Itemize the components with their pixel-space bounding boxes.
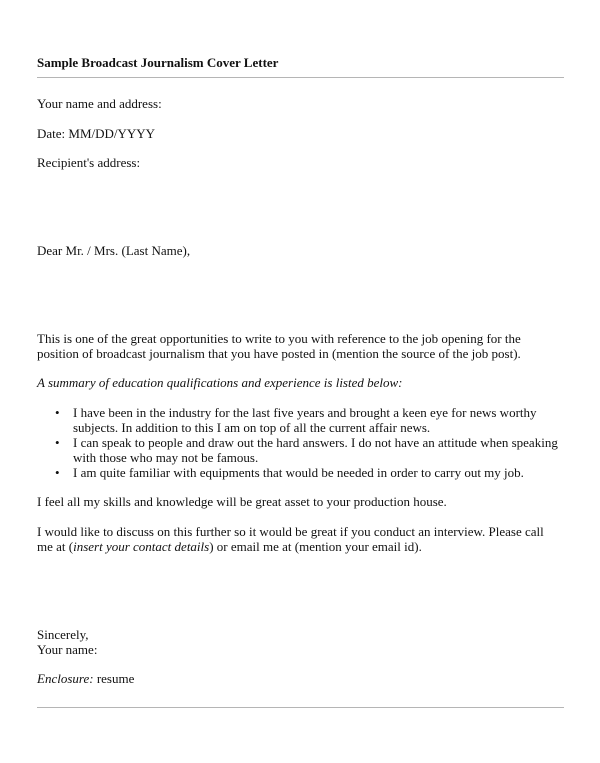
list-item (55, 435, 570, 465)
enclosure-value: resume (93, 671, 135, 686)
date-field: Date: MM/DD/YYYY (37, 126, 156, 141)
list-item-line-2: with those who may not be famous. (73, 450, 259, 465)
list-item-line-1: I have been in the industry for the last five years and brought a keen eye for news worthy (73, 405, 537, 420)
summary-heading: A summary of education qualifications and experience is listed below: (37, 375, 403, 390)
discuss-suffix: ) or email me at (mention your email id). (209, 539, 422, 554)
list-item-line-1: I can speak to people and draw out the hard answers. I do not have an attitude when speaking (73, 435, 558, 450)
list-item (55, 465, 570, 480)
intro-line-2: position of broadcast journalism that you have posted in (mention the source of the job post). (37, 346, 521, 361)
discuss-line-2 (37, 539, 422, 554)
closing-sincerely: Sincerely, (37, 627, 89, 642)
discuss-line-1: I would like to discuss on this further so it would be great if you conduct an interview. Please call (37, 524, 544, 539)
list-item-line-2: subjects. In addition to this I am on top of all the current affair news. (73, 420, 431, 435)
skills-paragraph: I feel all my skills and knowledge will be great asset to your production house. (37, 494, 447, 509)
top-divider (37, 77, 564, 78)
bottom-divider (37, 707, 564, 708)
intro-line-1: This is one of the great opportunities to write to you with reference to the job opening for the (37, 331, 521, 346)
document-title: Sample Broadcast Journalism Cover Letter (37, 55, 279, 70)
list-item (55, 405, 570, 435)
enclosure-line (37, 671, 134, 686)
recipient-address: Recipient's address: (37, 155, 141, 170)
bullet-icon: • (55, 465, 60, 480)
discuss-prefix: me at ( (37, 539, 74, 554)
list-item-line-1: I am quite familiar with equipments that would be needed in order to carry out my job. (73, 465, 524, 480)
enclosure-label: Enclosure: (37, 671, 94, 686)
closing-your-name: Your name: (37, 642, 98, 657)
bullet-icon: • (55, 435, 60, 450)
sender-name-address: Your name and address: (37, 96, 162, 111)
salutation: Dear Mr. / Mrs. (Last Name), (37, 243, 191, 258)
bullet-icon: • (55, 405, 60, 420)
qualifications-list (55, 405, 570, 480)
contact-details-placeholder: insert your contact details (73, 539, 210, 554)
